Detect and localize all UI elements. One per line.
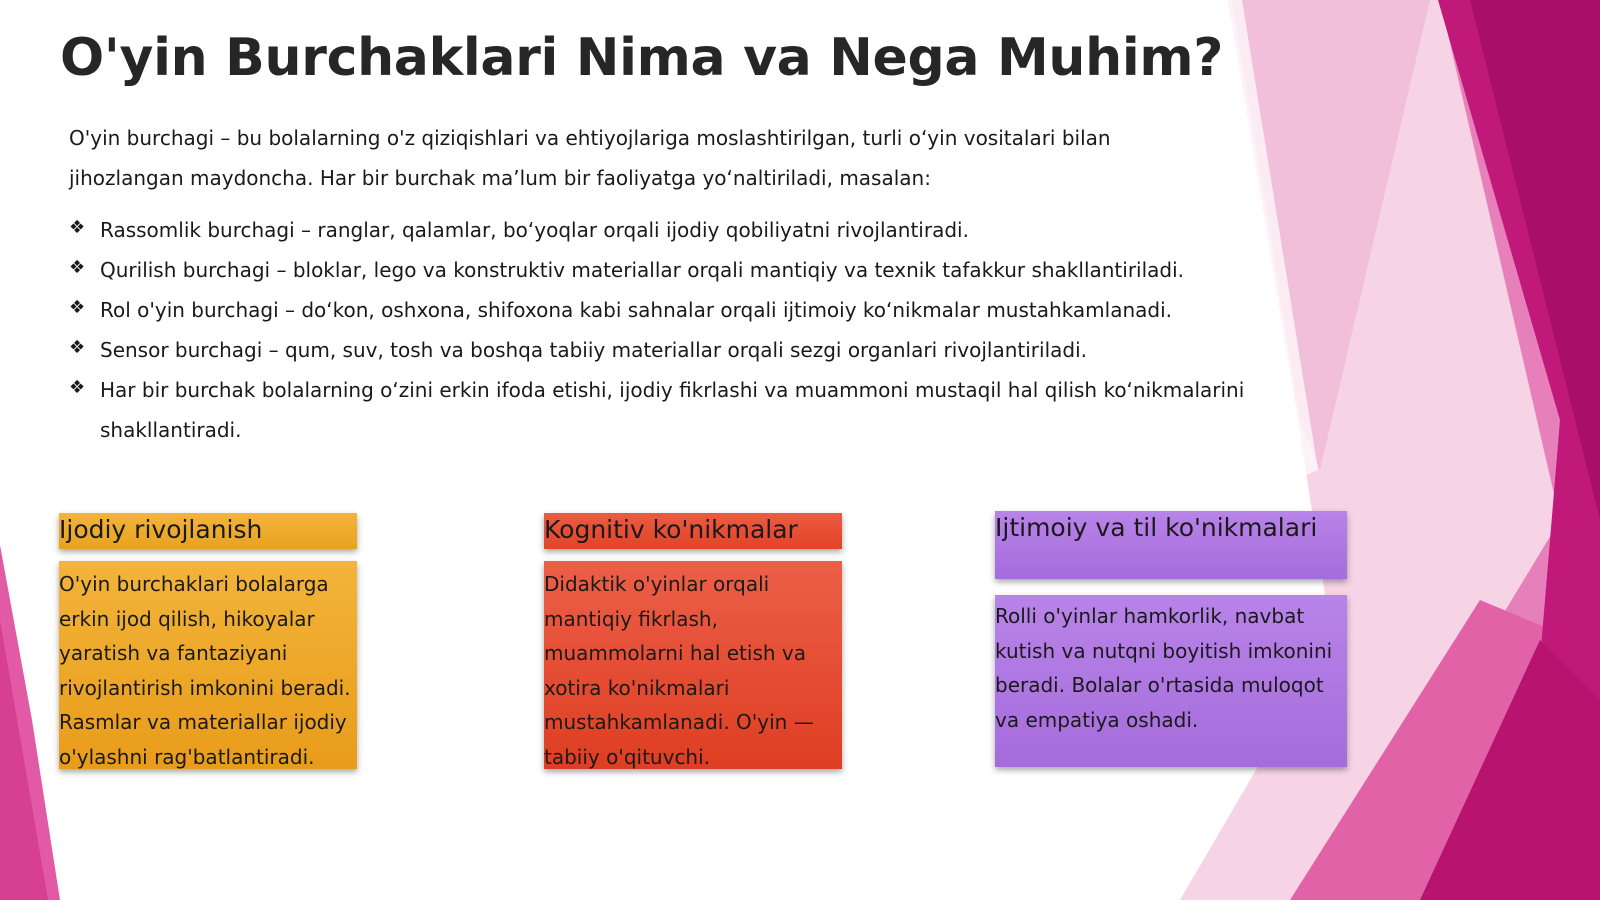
bg-facet-left-light — [0, 620, 48, 900]
list-item — [69, 290, 1249, 330]
list-item — [69, 330, 1249, 370]
card-social-heading: Ijtimoiy va til ko'nikmalari — [995, 511, 1347, 579]
card-creative-heading: Ijodiy rivojlanish — [59, 513, 357, 549]
diamond-bullet-icon: ❖ — [69, 337, 86, 358]
list-item — [69, 370, 1249, 450]
list-item-text: Rol o'yin burchagi – do‘kon, oshxona, shifoxona kabi sahnalar orqali ijtimoiy ko‘nikmalar mustahkamlanadi. — [100, 298, 1173, 322]
bullet-list — [69, 210, 1249, 450]
diamond-bullet-icon: ❖ — [69, 377, 86, 398]
list-item — [69, 210, 1249, 250]
card-creative-body: O'yin burchaklari bolalarga erkin ijod qilish, hikoyalar yaratish va fantaziyani rivojlantirish imkonini beradi. Rasmlar va materiallar ijodiy o'ylashni rag'batlantiradi. — [59, 561, 357, 769]
list-item-text: Har bir burchak bolalarning o‘zini erkin ifoda etishi, ijodiy fikrlashi va muammoni mustaqil hal qilish ko‘nikmalarini shakllantiradi. — [100, 378, 1245, 442]
list-item — [69, 250, 1249, 290]
list-item-text: Qurilish burchagi – bloklar, lego va konstruktiv materiallar orqali mantiqiy va texnik tafakkur shakllantiriladi. — [100, 258, 1185, 282]
slide-title: O'yin Burchaklari Nima va Nega Muhim? — [60, 28, 1224, 88]
intro-paragraph: O'yin burchagi – bu bolalarning o'z qiziqishlari va ehtiyojlariga moslashtirilgan, turli o‘yin vositalari bilan jihozlangan maydoncha. Har bir burchak ma’lum bir faoliyatga yo‘naltiriladi, masalan: — [69, 126, 1111, 190]
diamond-bullet-icon: ❖ — [69, 257, 86, 278]
diamond-bullet-icon: ❖ — [69, 217, 86, 238]
card-cognitive-heading: Kognitiv ko'nikmalar — [544, 513, 842, 549]
diamond-bullet-icon: ❖ — [69, 297, 86, 318]
card-cognitive-body: Didaktik o'yinlar orqali mantiqiy fikrlash, muammolarni hal etish va xotira ko'nikmalari mustahkamlanadi. O'yin — tabiiy o'qituvchi. — [544, 561, 842, 769]
list-item-text: Sensor burchagi – qum, suv, tosh va boshqa tabiiy materiallar orqali sezgi organlari rivojlantiriladi. — [100, 338, 1088, 362]
list-item-text: Rassomlik burchagi – ranglar, qalamlar, bo‘yoqlar orqali ijodiy qobiliyatni rivojlantiradi. — [100, 218, 969, 242]
card-social-body: Rolli o'yinlar hamkorlik, navbat kutish va nutqni boyitish imkonini beradi. Bolalar o'rtasida muloqot va empatiya oshadi. — [995, 595, 1347, 767]
